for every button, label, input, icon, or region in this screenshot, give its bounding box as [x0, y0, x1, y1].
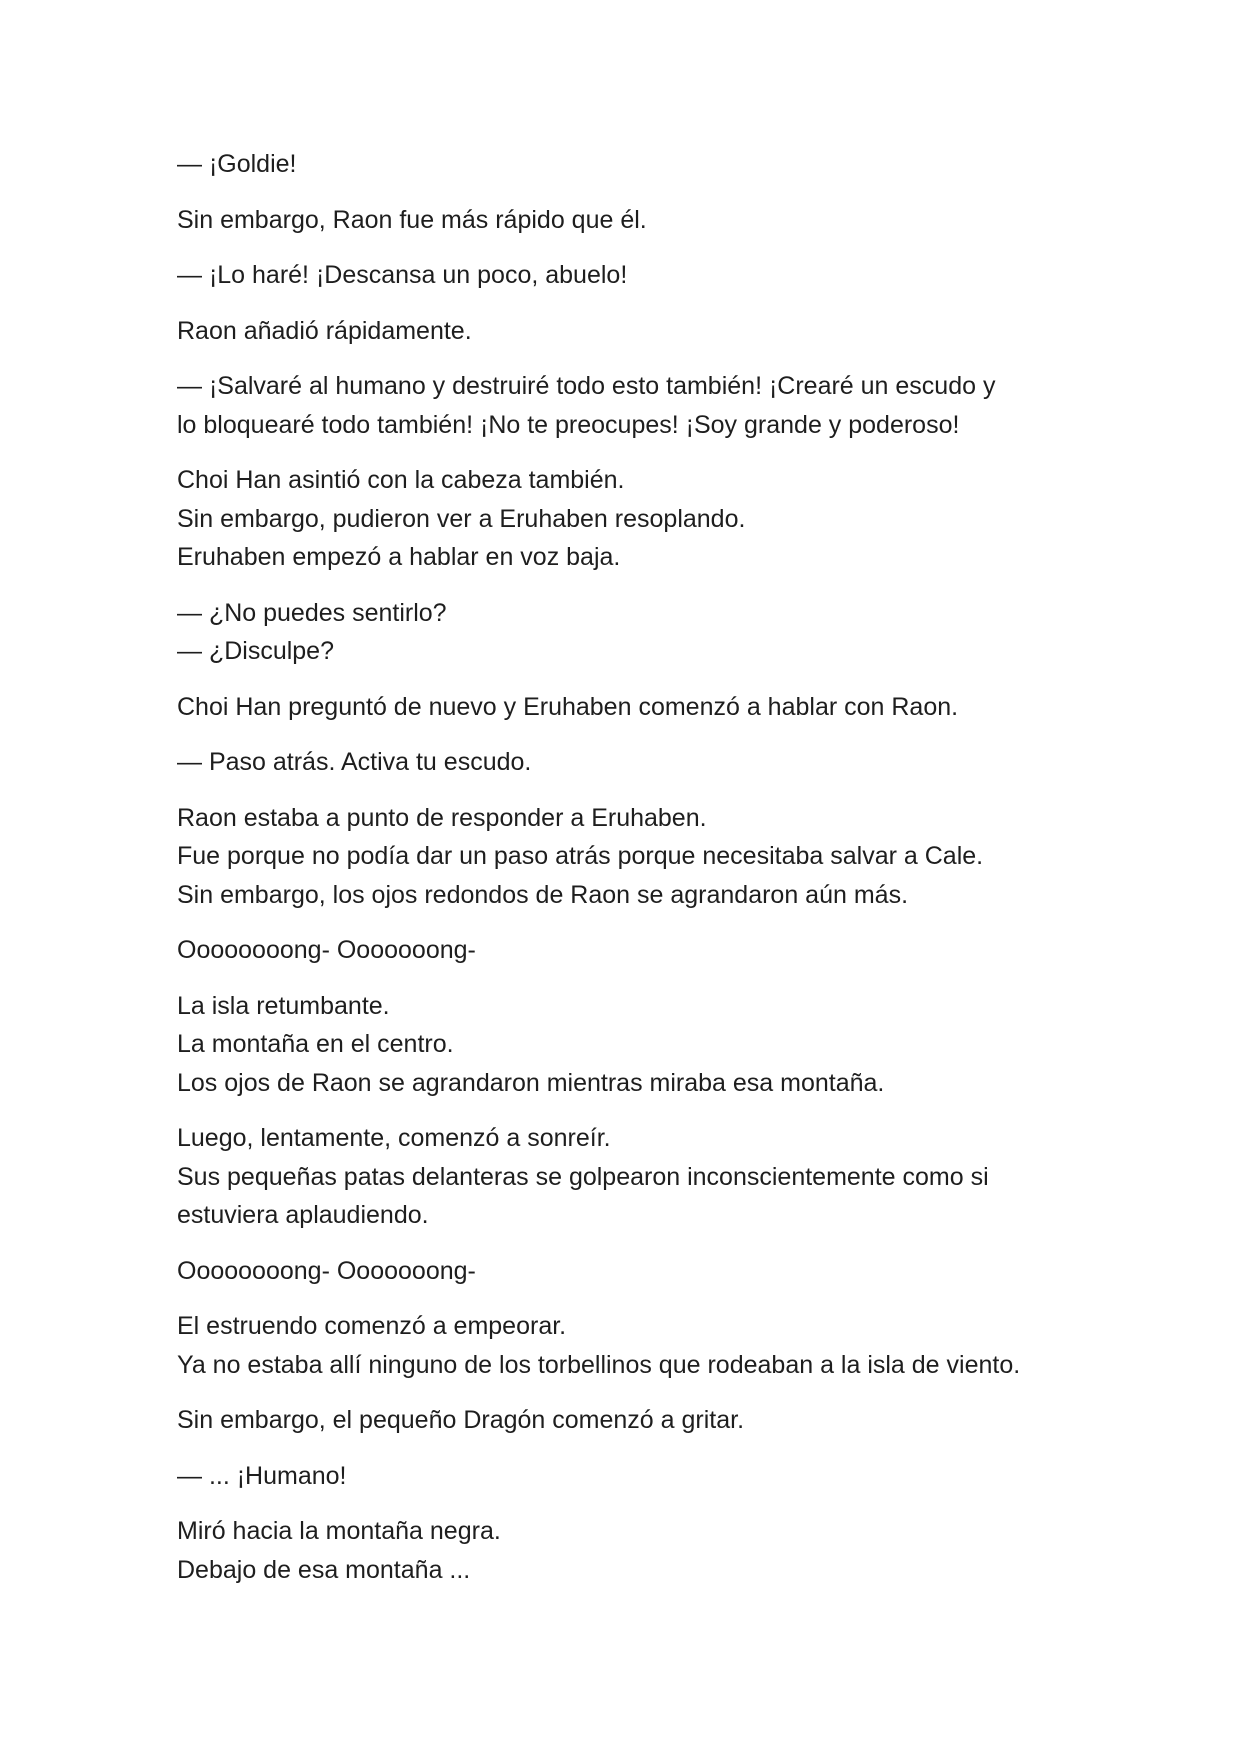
text-line: El estruendo comenzó a empeorar.: [177, 1312, 567, 1340]
paragraph: [177, 1512, 1077, 1589]
text-line: — ¡Goldie!: [177, 150, 297, 178]
paragraph: [177, 145, 1077, 184]
paragraph: [177, 594, 1077, 671]
paragraph: [177, 367, 1077, 444]
document-text: [177, 145, 1077, 1606]
paragraph: [177, 461, 1077, 577]
paragraph: [177, 688, 1077, 727]
text-line: Luego, lentamente, comenzó a sonreír.: [177, 1124, 611, 1152]
paragraph: [177, 1401, 1077, 1440]
text-line: Choi Han preguntó de nuevo y Eruhaben comenzó a hablar con Raon.: [177, 692, 959, 721]
text-line: Choi Han asintió con la cabeza también.: [177, 466, 625, 494]
text-line: Oooooooong- Ooooooong-: [177, 936, 476, 964]
paragraph: [177, 931, 1077, 970]
text-line: La montaña en el centro.: [177, 1030, 454, 1058]
text-line: Fue porque no podía dar un paso atrás porque necesitaba salvar a Cale.: [177, 842, 984, 870]
text-line: — ... ¡Humano!: [177, 1461, 347, 1490]
text-line: — Paso atrás. Activa tu escudo.: [177, 748, 532, 776]
text-line: Debajo de esa montaña ...: [177, 1555, 471, 1584]
paragraph: [177, 1307, 1077, 1384]
paragraph: [177, 256, 1077, 295]
paragraph: [177, 1119, 1077, 1235]
text-line: Miró hacia la montaña negra.: [177, 1517, 501, 1545]
text-line: Sin embargo, pudieron ver a Eruhaben resoplando.: [177, 504, 746, 533]
text-line: — ¡Salvaré al humano y destruiré todo esto también! ¡Crearé un escudo y: [177, 372, 996, 400]
text-line: Sin embargo, el pequeño Dragón comenzó a gritar.: [177, 1406, 745, 1434]
paragraph: [177, 1252, 1077, 1291]
text-line: Oooooooong- Ooooooong-: [177, 1256, 476, 1285]
paragraph: [177, 201, 1077, 240]
text-line: Raon estaba a punto de responder a Eruhaben.: [177, 803, 707, 832]
text-line: La isla retumbante.: [177, 991, 390, 1020]
text-line: Raon añadió rápidamente.: [177, 316, 472, 345]
text-line: estuviera aplaudiendo.: [177, 1201, 429, 1229]
text-line: — ¿No puedes sentirlo?: [177, 598, 447, 627]
paragraph: [177, 1457, 1077, 1496]
text-line: Sus pequeñas patas delanteras se golpearon inconscientemente como si: [177, 1162, 989, 1191]
text-line: lo bloquearé todo también! ¡No te preocupes! ¡Soy grande y poderoso!: [177, 410, 960, 439]
text-line: Sin embargo, los ojos redondos de Raon se agrandaron aún más.: [177, 880, 909, 909]
paragraph: [177, 743, 1077, 782]
text-line: Sin embargo, Raon fue más rápido que él.: [177, 205, 647, 234]
paragraph: [177, 799, 1077, 915]
paragraph: [177, 312, 1077, 351]
text-line: Los ojos de Raon se agrandaron mientras miraba esa montaña.: [177, 1068, 885, 1097]
text-line: Eruhaben empezó a hablar en voz baja.: [177, 543, 621, 571]
text-line: — ¡Lo haré! ¡Descansa un poco, abuelo!: [177, 261, 628, 289]
paragraph: [177, 987, 1077, 1103]
text-line: Ya no estaba allí ninguno de los torbellinos que rodeaban a la isla de viento.: [177, 1350, 1021, 1379]
text-line: — ¿Disculpe?: [177, 637, 334, 665]
